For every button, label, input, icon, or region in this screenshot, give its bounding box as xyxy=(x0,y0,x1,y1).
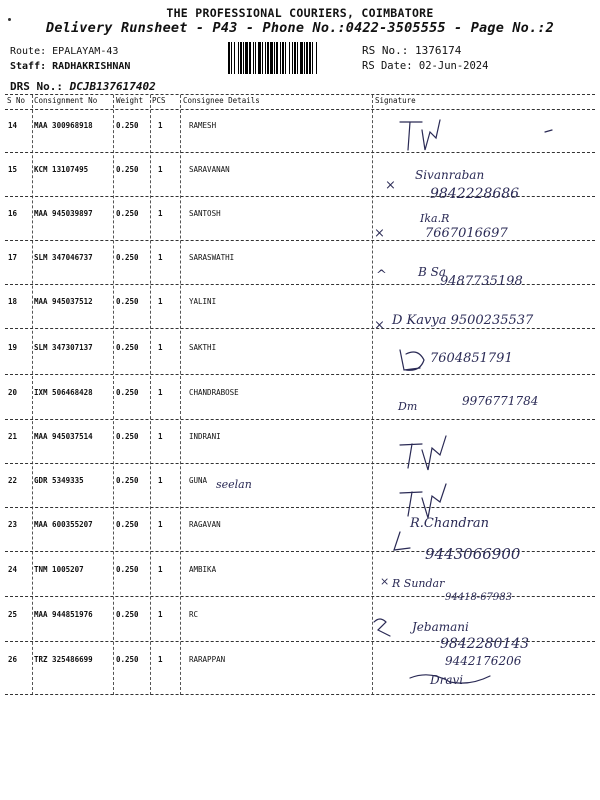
row-consignee-name: RAGAVAN xyxy=(189,520,221,529)
row-sno: 18 xyxy=(8,297,18,306)
row-sno: 24 xyxy=(8,565,18,574)
row-consignment-no: MAA 945037514 xyxy=(34,432,93,441)
row-consignee-name: AMBIKA xyxy=(189,565,217,574)
row-pcs: 1 xyxy=(158,432,163,441)
drs-value: DCJB137617402 xyxy=(69,80,156,93)
col-divider xyxy=(32,95,33,695)
row-weight: 0.250 xyxy=(116,565,139,574)
row-sno: 19 xyxy=(8,343,18,352)
row-pcs: 1 xyxy=(158,610,163,619)
row-16-signatory: Ika.R xyxy=(420,212,450,225)
row-18-signature-mark: × xyxy=(374,318,385,333)
signature-row-22 xyxy=(400,484,446,518)
row-weight: 0.250 xyxy=(116,121,139,130)
row-consignee-name: RAMESH xyxy=(189,121,217,130)
row-pcs: 1 xyxy=(158,253,163,262)
col-pcs-header: PCS xyxy=(152,96,166,105)
row-pcs: 1 xyxy=(158,655,163,664)
row-24-phone: 94418-67983 xyxy=(445,592,513,603)
route-row xyxy=(10,46,118,57)
col-consignee-header: Consignee Details xyxy=(183,96,260,105)
row-pcs: 1 xyxy=(158,209,163,218)
row-consignee-name: CHANDRABOSE xyxy=(189,388,239,397)
row-consignee-name: GUNA xyxy=(189,476,208,485)
row-16-signature-mark: × xyxy=(374,226,385,241)
row-20-signature-mark: Dm xyxy=(398,400,418,413)
col-weight-header: Weight xyxy=(116,96,144,105)
row-pcs: 1 xyxy=(158,388,163,397)
row-sno: 14 xyxy=(8,121,18,130)
row-sno: 15 xyxy=(8,165,18,174)
row-17-signature-mark: ^ xyxy=(376,268,387,283)
row-weight: 0.250 xyxy=(116,343,139,352)
row-sno: 22 xyxy=(8,476,18,485)
row-25-phone: 9842280143 xyxy=(440,636,530,652)
row-consignment-no: MAA 300968918 xyxy=(34,121,93,130)
row-consignment-no: SLM 347046737 xyxy=(34,253,93,262)
rs-no-value: 1376174 xyxy=(414,44,462,57)
row-16-phone: 7667016697 xyxy=(425,226,508,241)
signature-row-14 xyxy=(400,120,552,150)
row-weight: 0.250 xyxy=(116,253,139,262)
runsheet-title: Delivery Runsheet - P43 - Phone No.:0422-3505555 - Page No.:2 xyxy=(46,20,554,36)
row-consignment-no: KCM 13107495 xyxy=(34,165,89,174)
row-18-signature: D Kavya 9500235537 xyxy=(392,313,534,328)
row-22-name-suffix: seelan xyxy=(216,478,252,491)
row-sno: 17 xyxy=(8,253,18,262)
row-sno: 16 xyxy=(8,209,18,218)
row-weight: 0.250 xyxy=(116,476,139,485)
row-consignee-name: SAKTHI xyxy=(189,343,217,352)
drs-label: DRS No.: xyxy=(10,80,63,93)
row-23-signatory: R.Chandran xyxy=(410,516,490,531)
col-consignment-header: Consignment No xyxy=(34,96,98,105)
col-divider xyxy=(180,95,181,695)
rs-no-label: RS No.: xyxy=(362,44,409,57)
row-25-signatory: Jebamani xyxy=(412,620,469,634)
signature-row-25 xyxy=(374,619,390,636)
rs-no-row xyxy=(362,44,461,57)
row-20-phone: 9976771784 xyxy=(462,394,539,408)
row-consignment-no: IXM 506468428 xyxy=(34,388,93,397)
row-weight: 0.250 xyxy=(116,655,139,664)
row-sno: 25 xyxy=(8,610,18,619)
company-name: THE PROFESSIONAL COURIERS, COIMBATORE xyxy=(166,6,434,20)
signature-row-21 xyxy=(370,436,446,470)
row-15-phone: 9842228686 xyxy=(430,186,520,202)
row-24-signatory: R Sundar xyxy=(392,577,445,590)
row-sno: 20 xyxy=(8,388,18,397)
table-top-rule xyxy=(5,94,595,95)
row-pcs: 1 xyxy=(158,121,163,130)
row-consignee-name: YALINI xyxy=(189,297,217,306)
row-consignee-name: SARASWATHI xyxy=(189,253,235,262)
row-consignment-no: MAA 944851976 xyxy=(34,610,93,619)
row-19-phone: 7604851791 xyxy=(430,351,513,366)
row-17-signatory: B Sa xyxy=(418,265,447,279)
rs-date-label: RS Date: xyxy=(362,60,413,72)
signature-row-19 xyxy=(400,350,424,370)
row-consignment-no: MAA 945037512 xyxy=(34,297,93,306)
row-consignment-no: SLM 347307137 xyxy=(34,343,93,352)
row-24-signature-mark: × xyxy=(380,575,390,588)
route-label: Route: xyxy=(10,46,47,57)
drs-row xyxy=(10,80,156,93)
row-pcs: 1 xyxy=(158,565,163,574)
row-15-signature-mark: × xyxy=(385,178,396,193)
row-weight: 0.250 xyxy=(116,165,139,174)
row-consignee-name: SANTOSH xyxy=(189,209,221,218)
row-weight: 0.250 xyxy=(116,209,139,218)
row-consignee-name: INDRANI xyxy=(189,432,221,441)
row-17-phone: 9487735198 xyxy=(440,274,523,289)
row-consignee-name: RARAPPAN xyxy=(189,655,226,664)
row-weight: 0.250 xyxy=(116,520,139,529)
row-pcs: 1 xyxy=(158,297,163,306)
row-consignment-no: TNM 1005207 xyxy=(34,565,84,574)
row-weight: 0.250 xyxy=(116,432,139,441)
row-sno: 21 xyxy=(8,432,18,441)
row-sno: 26 xyxy=(8,655,18,664)
col-signature-header: Signature xyxy=(375,96,416,105)
row-consignee-name: RC xyxy=(189,610,199,619)
signature-row-23 xyxy=(394,532,410,550)
row-26-phone: 9442176206 xyxy=(445,654,522,668)
row-15-signatory: Sivanraban xyxy=(415,168,485,182)
rs-date-value: 02-Jun-2024 xyxy=(418,60,489,72)
staff-row xyxy=(10,61,130,72)
row-pcs: 1 xyxy=(158,476,163,485)
row-26-signatory: Dravi xyxy=(430,673,464,687)
row-pcs: 1 xyxy=(158,343,163,352)
row-weight: 0.250 xyxy=(116,297,139,306)
col-divider xyxy=(113,95,114,695)
row-consignment-no: GDR 5349335 xyxy=(34,476,84,485)
row-weight: 0.250 xyxy=(116,610,139,619)
row-consignment-no: MAA 600355207 xyxy=(34,520,93,529)
row-sno: 23 xyxy=(8,520,18,529)
route-value: EPALAYAM-43 xyxy=(52,46,119,57)
row-consignment-no: TRZ 325486699 xyxy=(34,655,93,664)
row-23-phone: 9443066900 xyxy=(425,545,521,563)
col-sno-header: S No xyxy=(7,96,26,105)
rs-date-row xyxy=(362,60,488,72)
row-pcs: 1 xyxy=(158,520,163,529)
row-consignee-name: SARAVANAN xyxy=(189,165,230,174)
col-divider xyxy=(150,95,151,695)
row-pcs: 1 xyxy=(158,165,163,174)
staff-label: Staff: xyxy=(10,61,47,72)
barcode xyxy=(228,42,352,74)
row-weight: 0.250 xyxy=(116,388,139,397)
staff-value: RADHAKRISHNAN xyxy=(52,61,131,72)
row-consignment-no: MAA 945039897 xyxy=(34,209,93,218)
